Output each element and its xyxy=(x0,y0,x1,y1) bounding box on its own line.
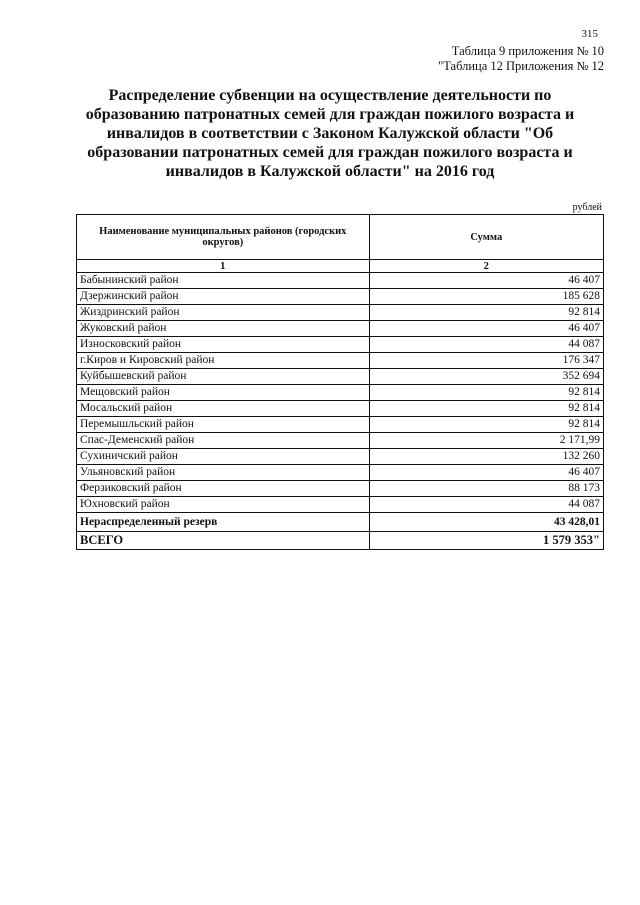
reserve-value: 43 428,01 xyxy=(369,513,603,532)
district-name: Износковский район xyxy=(77,337,370,353)
table-row xyxy=(77,369,604,385)
district-name: Спас-Деменский район xyxy=(77,433,370,449)
table-row xyxy=(77,337,604,353)
district-amount: 185 628 xyxy=(369,289,603,305)
district-amount: 92 814 xyxy=(369,401,603,417)
column-number-row xyxy=(77,260,604,273)
document-title: Распределение субвенции на осуществление деятельности по образованию патронатных семей для граждан пожилого возраста и инвалидов в соответствии с Законом Калужской области "Об образовании патронатных семей для граждан пожилого возраста и инвалидов в Калужской области" на 2016 год xyxy=(85,87,575,180)
district-amount: 352 694 xyxy=(369,369,603,385)
district-amount: 2 171,99 xyxy=(369,433,603,449)
district-name: Ферзиковский район xyxy=(77,481,370,497)
district-amount: 88 173 xyxy=(369,481,603,497)
district-amount: 46 407 xyxy=(369,465,603,481)
table-row xyxy=(77,481,604,497)
column-number-1: 1 xyxy=(77,260,370,273)
total-name: ВСЕГО xyxy=(77,532,370,550)
subvention-table xyxy=(76,214,604,550)
district-name: Юхновский район xyxy=(77,497,370,513)
district-name: Куйбышевский район xyxy=(77,369,370,385)
district-amount: 92 814 xyxy=(369,305,603,321)
total-value: 1 579 353" xyxy=(369,532,603,550)
reserve-name: Нераспределенный резерв xyxy=(77,513,370,532)
table-row xyxy=(77,465,604,481)
district-name: Мосальский район xyxy=(77,401,370,417)
table-header-row xyxy=(77,215,604,260)
district-name: Жуковский район xyxy=(77,321,370,337)
page-number: 315 xyxy=(581,28,598,40)
district-amount: 176 347 xyxy=(369,353,603,369)
column-number-2: 2 xyxy=(369,260,603,273)
annex-line-2: "Таблица 12 Приложения № 12 xyxy=(438,59,604,73)
total-row xyxy=(77,532,604,550)
table-body xyxy=(77,273,604,513)
district-amount: 44 087 xyxy=(369,497,603,513)
district-amount: 44 087 xyxy=(369,337,603,353)
district-amount: 92 814 xyxy=(369,385,603,401)
table-row xyxy=(77,321,604,337)
district-name: Ульяновский район xyxy=(77,465,370,481)
table-row xyxy=(77,289,604,305)
reserve-row xyxy=(77,513,604,532)
district-amount: 46 407 xyxy=(369,321,603,337)
district-amount: 132 260 xyxy=(369,449,603,465)
district-name: Сухиничский район xyxy=(77,449,370,465)
table-row xyxy=(77,433,604,449)
unit-label: рублей xyxy=(572,202,602,213)
header-amount: Сумма xyxy=(369,215,603,260)
annex-line-1: Таблица 9 приложения № 10 xyxy=(451,44,604,58)
district-name: Дзержинский район xyxy=(77,289,370,305)
table-row xyxy=(77,273,604,289)
table-row xyxy=(77,305,604,321)
header-district: Наименование муниципальных районов (городских округов) xyxy=(77,215,370,260)
table-row xyxy=(77,353,604,369)
district-name: Бабынинский район xyxy=(77,273,370,289)
district-amount: 46 407 xyxy=(369,273,603,289)
district-name: Жиздринский район xyxy=(77,305,370,321)
district-name: Перемышльский район xyxy=(77,417,370,433)
table-row xyxy=(77,497,604,513)
table-row xyxy=(77,449,604,465)
district-name: г.Киров и Кировский район xyxy=(77,353,370,369)
district-name: Мещовский район xyxy=(77,385,370,401)
district-amount: 92 814 xyxy=(369,417,603,433)
table-row xyxy=(77,401,604,417)
annex-reference xyxy=(438,44,604,74)
table-row xyxy=(77,385,604,401)
table-row xyxy=(77,417,604,433)
